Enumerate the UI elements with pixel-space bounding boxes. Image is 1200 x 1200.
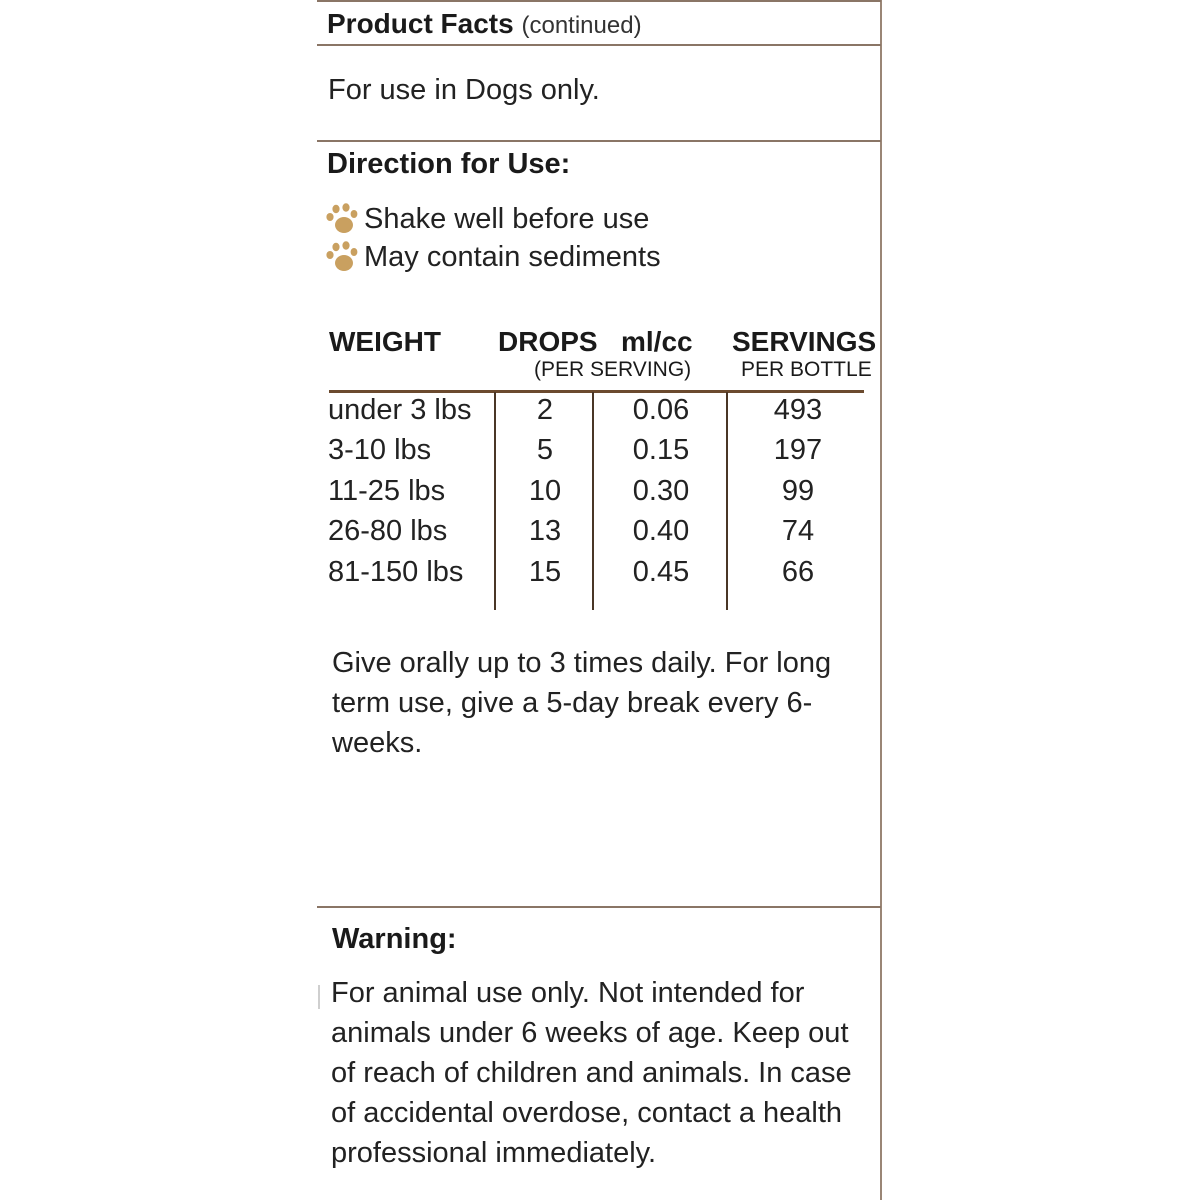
cell-ml: 0.15	[632, 434, 690, 466]
cell-weight: under 3 lbs	[328, 394, 472, 426]
column-header-weight: WEIGHT	[329, 326, 441, 357]
cell-ml: 0.30	[632, 475, 690, 507]
paw-print-icon	[324, 240, 358, 274]
directions-heading: Direction for Use:	[327, 148, 571, 180]
table-header-rule	[329, 390, 864, 393]
warning-margin-mark	[318, 985, 320, 1009]
species-note: For use in Dogs only.	[328, 74, 600, 106]
cell-weight: 3-10 lbs	[328, 434, 432, 466]
cell-drops: 5	[536, 434, 554, 466]
cell-weight: 26-80 lbs	[328, 515, 448, 547]
header-divider	[317, 44, 881, 46]
warning-heading: Warning:	[332, 923, 457, 955]
cell-weight: 11-25 lbs	[328, 475, 446, 507]
dosing-note: Give orally up to 3 times daily. For long term use, give a 5-day break every 6-weeks.	[332, 647, 832, 759]
warning-divider	[317, 906, 881, 908]
cell-servings: 493	[773, 394, 823, 426]
paw-print-icon	[324, 202, 358, 236]
cell-servings: 74	[781, 515, 815, 547]
cell-drops: 2	[536, 394, 554, 426]
top-rule	[317, 0, 881, 2]
species-divider	[317, 140, 881, 142]
page-subtitle: (continued)	[521, 12, 642, 39]
label-right-border	[880, 0, 882, 1200]
column-header-drops: DROPS	[498, 326, 598, 357]
direction-item	[324, 240, 661, 274]
direction-item	[324, 202, 649, 236]
column-subheader-per-serving: (PER SERVING)	[534, 358, 692, 381]
cell-ml: 0.40	[632, 515, 690, 547]
cell-servings: 99	[781, 475, 815, 507]
cell-servings: 197	[773, 434, 823, 466]
direction-text: May contain sediments	[364, 240, 661, 273]
warning-text: For animal use only. Not intended for animals under 6 weeks of age. Keep out of reach of children and animals. In case of accidental overdose, contact a health professional immediately.	[331, 977, 852, 1169]
column-subheader-per-bottle: PER BOTTLE	[741, 358, 872, 381]
cell-drops: 13	[528, 515, 562, 547]
column-header-servings: SERVINGS	[732, 326, 877, 357]
cell-servings: 66	[781, 556, 815, 588]
page-title: Product Facts (continued)	[327, 8, 642, 39]
cell-weight: 81-150 lbs	[328, 556, 464, 588]
direction-text: Shake well before use	[364, 202, 650, 235]
cell-ml: 0.06	[632, 394, 690, 426]
cell-ml: 0.45	[632, 556, 690, 588]
cell-drops: 10	[528, 475, 562, 507]
cell-drops: 15	[528, 556, 562, 588]
column-header-ml: ml/cc	[621, 326, 693, 357]
